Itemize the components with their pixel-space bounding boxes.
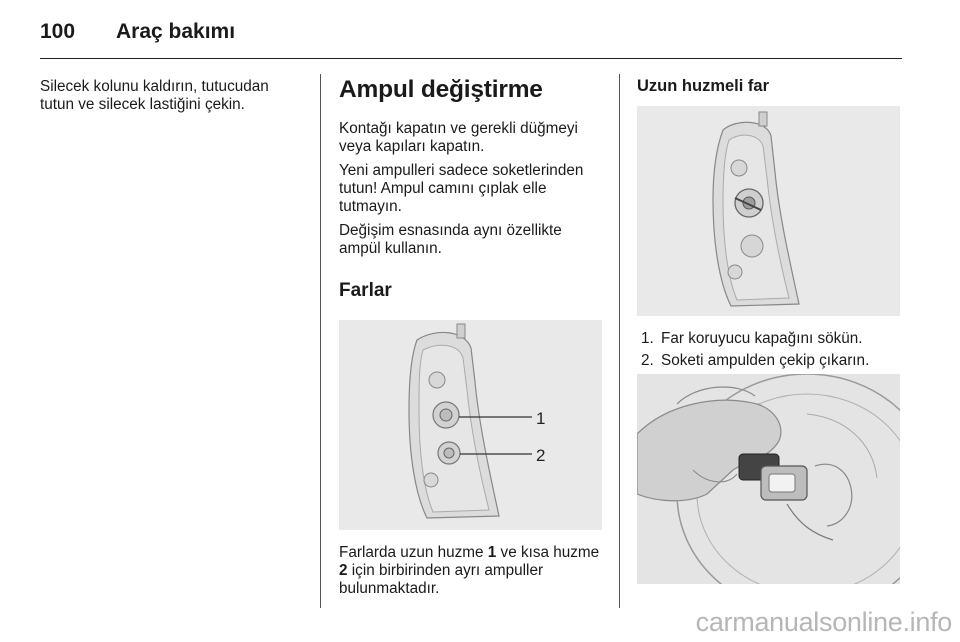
column-divider-right: [619, 74, 620, 608]
paragraph-same-spec: Değişim esnasında aynı özellikte ampül kullanın.: [339, 222, 562, 257]
high-beam-heading: Uzun huzmeli far: [637, 77, 770, 95]
step-item: 2. Soketi ampulden çekip çıkarın.: [641, 352, 870, 369]
page-number: 100: [40, 20, 76, 43]
paragraph-ignition: Kontağı kapatın ve gerekli düğmeyi veya kapıları kapatın.: [339, 120, 578, 155]
section-heading: Ampul değiştirme: [339, 76, 543, 103]
steps-list: [637, 330, 901, 370]
column-3: [637, 76, 901, 584]
watermark: carmanualsonline.info: [695, 607, 952, 637]
headlamp-figure: [339, 320, 602, 530]
column-divider-left: [320, 74, 321, 608]
step-item: 1. Far koruyucu kapağını sökün.: [641, 330, 863, 347]
column-2: [339, 76, 605, 598]
high-beam-figure: [637, 106, 900, 316]
socket-removal-illustration: [637, 374, 900, 584]
column-1: [40, 78, 302, 114]
header-rule: [40, 58, 902, 59]
callout-label-2: 2: [536, 446, 546, 465]
paragraph-handling: Yeni ampulleri sadece soketlerinden tutun! Ampul camını çıplak elle tutmayın.: [339, 162, 584, 215]
headlamp-illustration: [339, 320, 602, 530]
subheading-farlar: Farlar: [339, 280, 392, 301]
high-beam-illustration: [637, 106, 900, 316]
wiper-instruction-text: Silecek kolunu kaldırın, tutucudan tutun ve silecek lastiğini çekin.: [40, 78, 269, 113]
callout-label-1: 1: [536, 409, 546, 428]
headlamp-caption: Farlarda uzun huzme 1 ve kısa huzme 2 için birbirinden ayrı ampuller bulunmaktadır.: [339, 544, 600, 597]
running-title: Araç bakımı: [116, 20, 236, 43]
socket-figure: [637, 374, 900, 584]
